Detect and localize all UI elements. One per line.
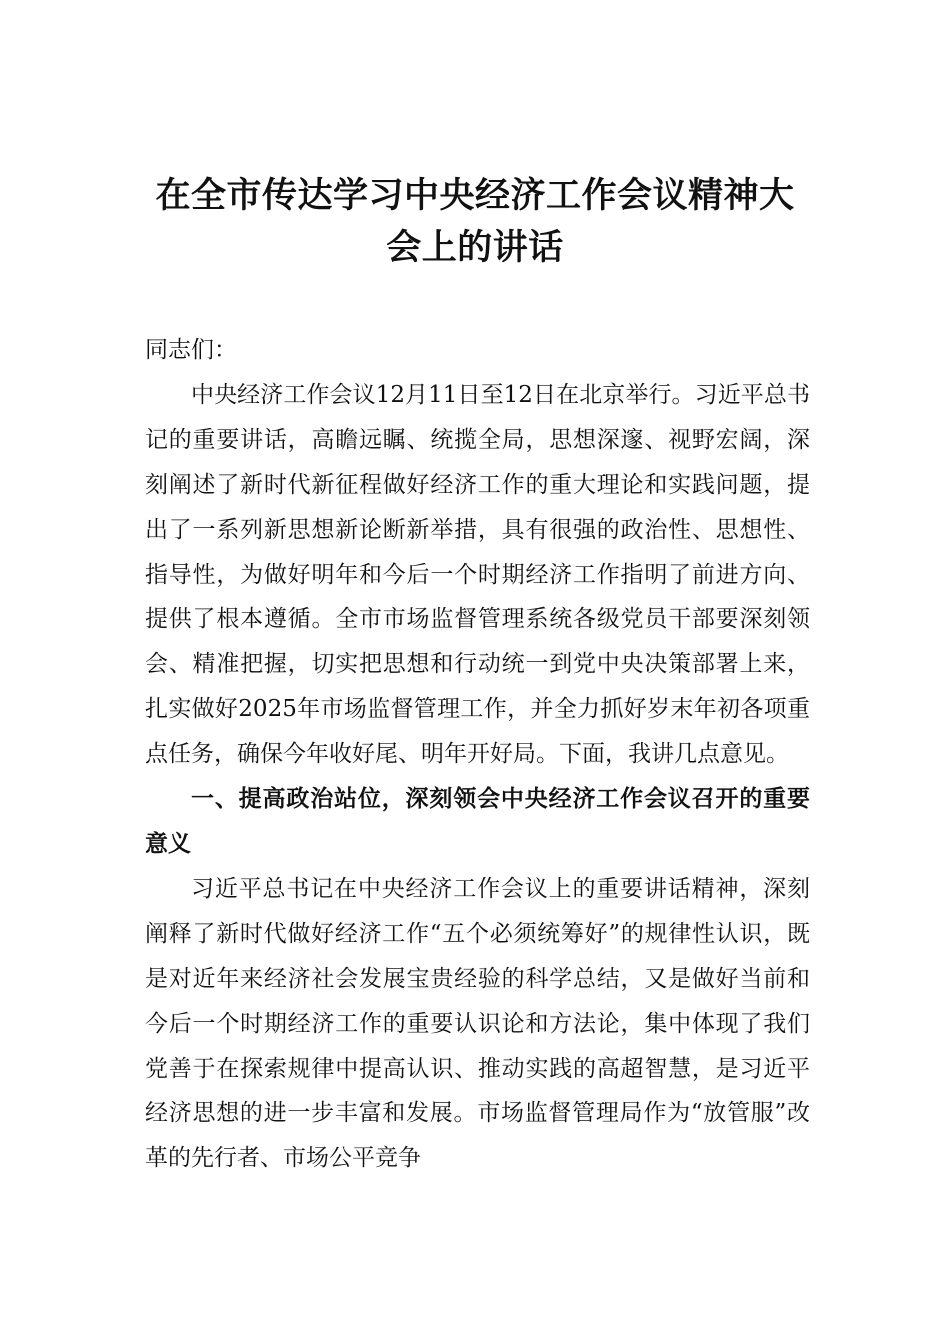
paragraph-section-1: 习近平总书记在中央经济工作会议上的重要讲话精神，深刻阐释了新时代做好经济工作“五个必须统筹好”的规律性认识，既是对近年来经济社会发展宝贵经验的科学总结，又是做好当前和今后一个时期经济工作的重要认识论和方法论，集中体现了我们党善于在探索规律中提高认识、推动实践的高超智慧，是习近平经济思想的进一步丰富和发展。市场监督管理局作为“放管服”改革的先行者、市场公平竞争 bbox=[145, 875, 810, 1172]
section-heading-1: 一、提高政治站位，深刻领会中央经济工作会议召开的重要意义 bbox=[145, 786, 810, 857]
salutation: 同志们： bbox=[145, 337, 237, 363]
paragraph-intro: 中央经济工作会议12月11日至12日在北京举行。习近平总书记的重要讲话，高瞻远瞩、统揽全局，思想深邃、视野宏阔，深刻阐述了新时代新征程做好经济工作的重大理论和实践问题，提出了一系列新思想新论断新举措，具有很强的政治性、思想性、指导性，为做好明年和今后一个时期经济工作指明了前进方向、提供了根本遵循。全市市场监督管理系统各级党员干部要深刻领会、精准把握，切实把思想和行动统一到党中央决策部署上来，扎实做好2025年市场监督管理工作，并全力抓好岁末年初各项重点任务，确保今年收好尾、明年开好局。下面，我讲几点意见。 bbox=[145, 381, 810, 768]
document-title: 在全市传达学习中央经济工作会议精神大会上的讲话 bbox=[155, 175, 795, 268]
document-body bbox=[145, 328, 810, 1181]
